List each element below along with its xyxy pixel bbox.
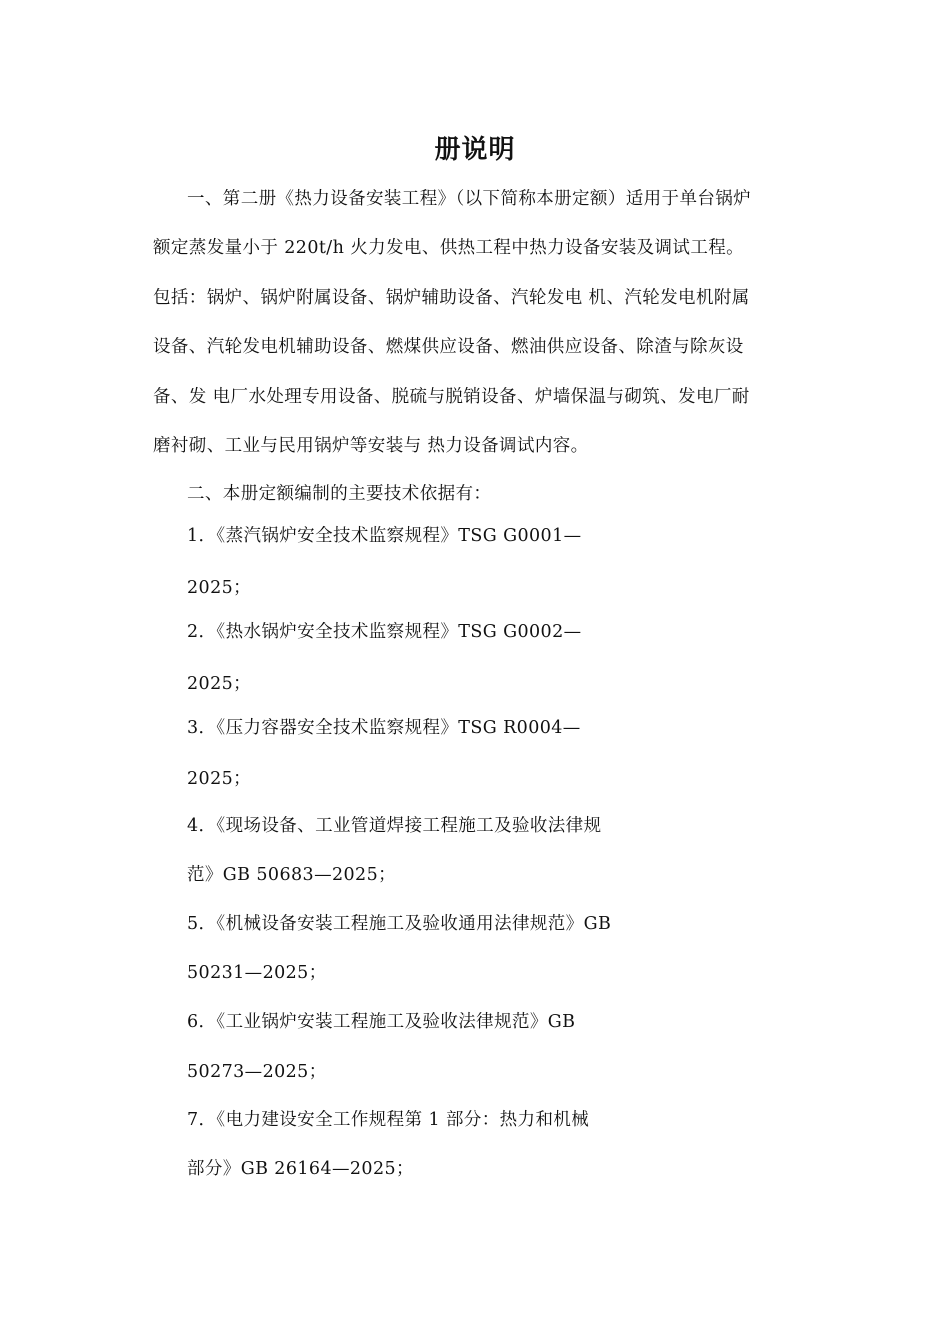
- reference-item-3-line-2: 2025；: [187, 769, 252, 789]
- paragraph-1-line-4: 设备、汽轮发电机辅助设备、燃煤供应设备、燃油供应设备、除渣与除灰设: [153, 337, 744, 357]
- section-2-heading: 二、本册定额编制的主要技术依据有：: [187, 484, 492, 504]
- reference-item-6-line-2: 50273—2025；: [187, 1062, 327, 1082]
- paragraph-1-line-3: 包括：锅炉、锅炉附属设备、锅炉辅助设备、汽轮发电 机、汽轮发电机附属: [153, 288, 750, 308]
- reference-item-2-line-2: 2025；: [187, 674, 252, 694]
- reference-item-4-line-2: 范》GB 50683—2025；: [187, 865, 397, 885]
- paragraph-1-line-5: 备、发 电厂水处理专用设备、脱硫与脱销设备、炉墙保温与砌筑、发电厂耐: [153, 387, 750, 407]
- reference-item-1-line-1: 1．《蒸汽锅炉安全技术监察规程》TSG G0001—: [187, 526, 582, 546]
- reference-item-5-line-1: 5．《机械设备安装工程施工及验收通用法律规范》GB: [187, 914, 612, 934]
- reference-item-3-line-1: 3．《压力容器安全技术监察规程》TSG R0004—: [187, 718, 581, 738]
- paragraph-1-line-1: 一、第二册《热力设备安装工程》（以下简称本册定额）适用于单台锅炉: [187, 189, 752, 209]
- reference-item-5-line-2: 50231—2025；: [187, 963, 327, 983]
- reference-item-7-line-1: 7．《电力建设安全工作规程第 1 部分：热力和机械: [187, 1110, 590, 1130]
- reference-item-7-line-2: 部分》GB 26164—2025；: [187, 1159, 414, 1179]
- reference-item-6-line-1: 6．《工业锅炉安装工程施工及验收法律规范》GB: [187, 1012, 576, 1032]
- paragraph-1-line-2: 额定蒸发量小于 220t/h 火力发电、供热工程中热力设备安装及调试工程。: [153, 238, 745, 258]
- reference-item-1-line-2: 2025；: [187, 578, 252, 598]
- paragraph-1-line-6: 磨衬砌、工业与民用锅炉等安装与 热力设备调试内容。: [153, 436, 589, 456]
- page-title: 册说明: [434, 135, 516, 165]
- reference-item-4-line-1: 4．《现场设备、工业管道焊接工程施工及验收法律规: [187, 816, 602, 836]
- reference-item-2-line-1: 2．《热水锅炉安全技术监察规程》TSG G0002—: [187, 622, 582, 642]
